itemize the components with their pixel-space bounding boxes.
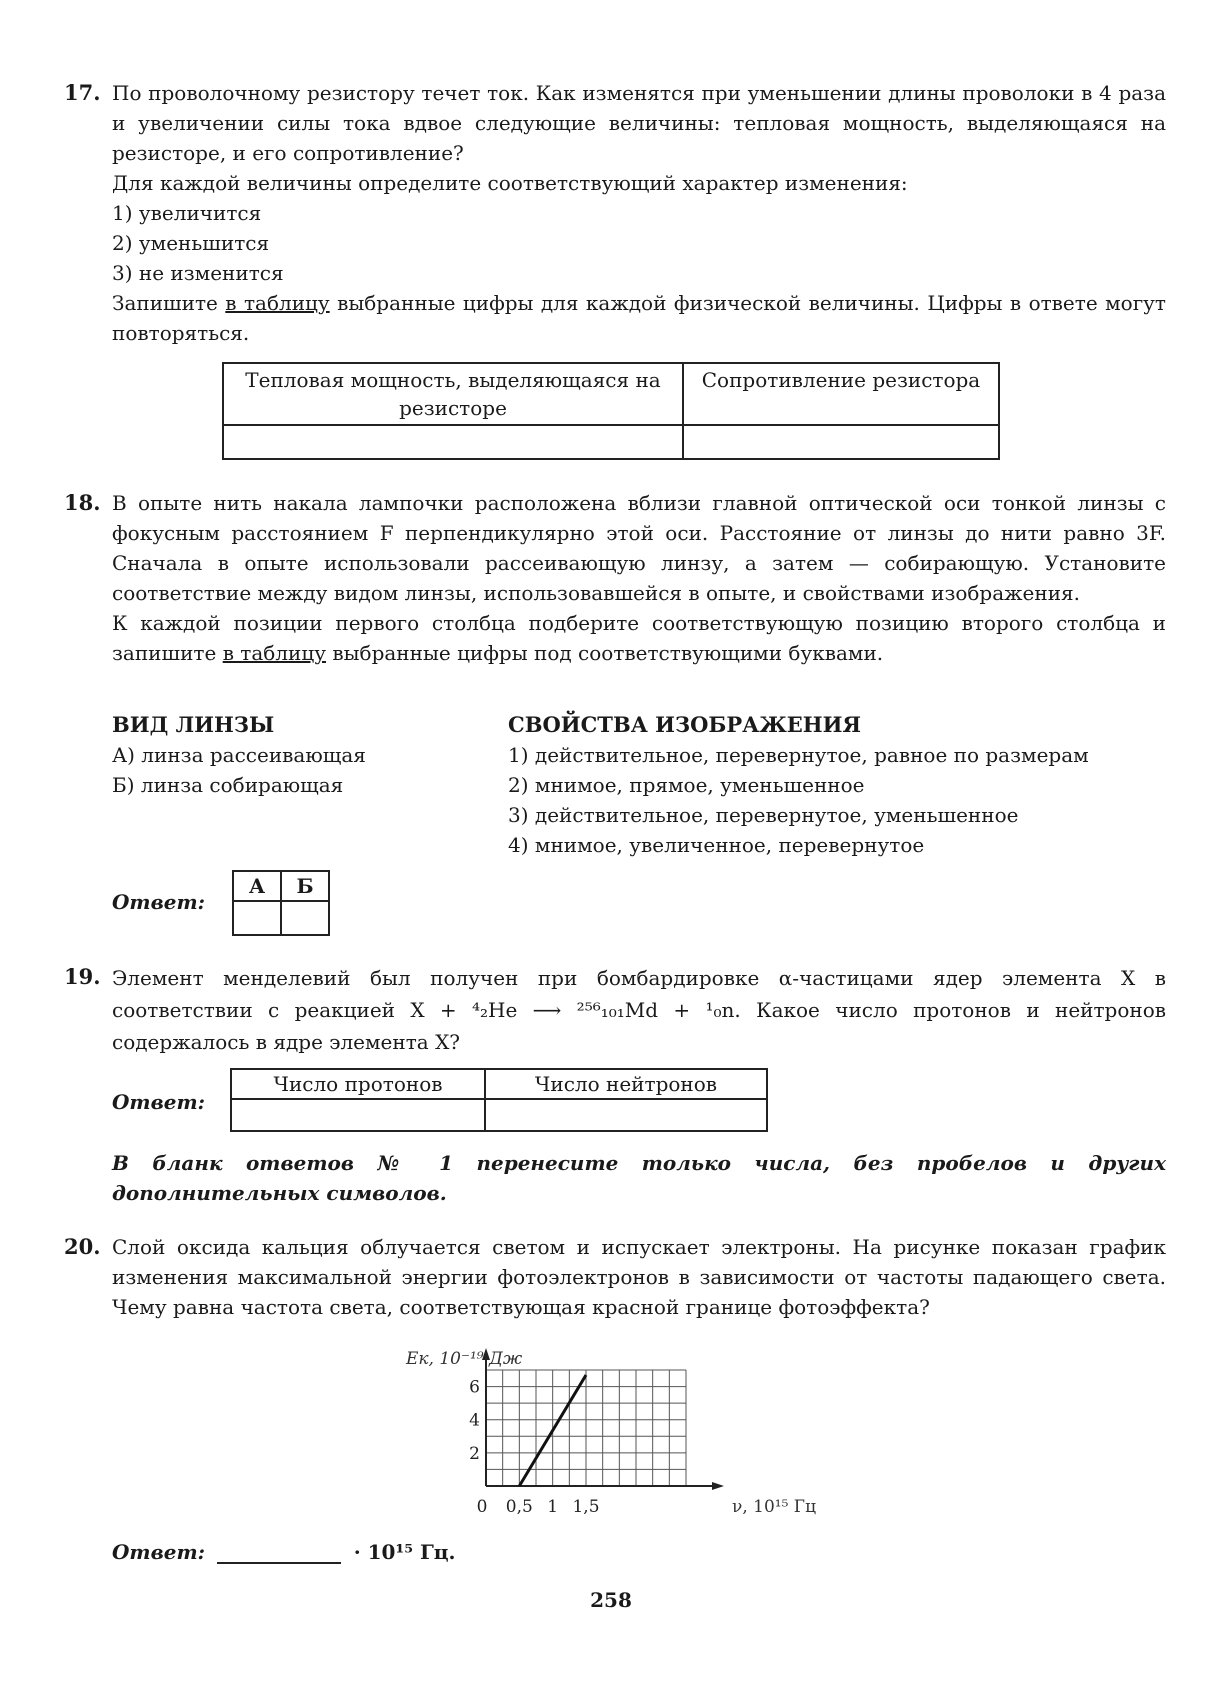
lens-type-header: ВИД ЛИНЗЫ [112, 712, 275, 737]
answer-header-b: Б [281, 871, 329, 901]
task-17-answer-cell[interactable] [223, 425, 683, 459]
image-property-item: 3) действительное, перевернутое, уменьшенное [508, 803, 1019, 827]
task-18-instruction-link: в таблицу [222, 641, 326, 665]
image-property-item: 4) мнимое, увеличенное, перевернутое [508, 833, 925, 857]
neutrons-answer-cell[interactable] [485, 1099, 767, 1131]
task-20-answer-unit: · 10¹⁵ Гц. [353, 1540, 456, 1564]
photoeffect-chart [400, 1340, 820, 1540]
task-20-answer-field[interactable] [217, 1540, 341, 1564]
lens-type-item: А) линза рассеивающая [112, 743, 366, 767]
image-properties-header: СВОЙСТВА ИЗОБРАЖЕНИЯ [508, 712, 861, 737]
task-18-answer-cell[interactable] [281, 901, 329, 935]
neutrons-header: Число нейтронов [485, 1069, 767, 1099]
task-17-option: 3) не изменится [112, 261, 284, 285]
task-20-answer-row [112, 1540, 456, 1564]
task-18-number: 18. [64, 490, 101, 515]
task-20-answer-label: Ответ: [112, 1540, 205, 1564]
task-17-record-before: Запишите [112, 291, 226, 315]
image-property-item: 1) действительное, перевернутое, равное по размерам [508, 743, 1089, 767]
nuclear-reaction: X + ⁴₂He ⟶ ²⁵⁶₁₀₁Md + ¹₀n [410, 998, 735, 1022]
task-19-number: 19. [64, 964, 101, 989]
answer-header-a: А [233, 871, 281, 901]
task-17-record-after: выбранные цифры для каждой физической величины. Цифры в ответе могут повторяться. [112, 291, 1166, 345]
task-18-answer-label: Ответ: [112, 890, 205, 914]
task-19-note: В бланк ответов № 1 перенесите только числа, без пробелов и других дополнительных символов. [112, 1151, 1166, 1205]
task-17-option: 1) увеличится [112, 201, 262, 225]
task-19-answer-label: Ответ: [112, 1090, 205, 1114]
x-axis-arrow [712, 1482, 724, 1490]
task-19-answer-table [230, 1068, 768, 1132]
task-19-text-after: . Какое число протонов и нейтронов содержалось в ядре элемента X? [112, 998, 1167, 1054]
task-17-text: По проволочному резистору течет ток. Как изменятся при уменьшении длины проволоки в 4 раза и увеличении силы тока вдвое следующие величины: тепловая мощность, выделяющаяся на резисторе, и его сопротивление? [112, 81, 1166, 165]
task-19-text [112, 962, 1166, 1058]
task-18-instruction-after: выбранные цифры под соответствующими буквами. [326, 641, 884, 665]
task-17-answer-cell[interactable] [683, 425, 999, 459]
task-17-number: 17. [64, 80, 101, 105]
task-18-instruction [112, 608, 1166, 668]
y-axis-label: Eк, 10⁻¹⁹ Дж [406, 1349, 523, 1369]
y-tick-label: 6 [469, 1377, 480, 1398]
task-17-record-link: в таблицу [225, 291, 330, 315]
y-tick-label: 4 [469, 1410, 480, 1431]
x-tick-label: 1,5 [572, 1497, 600, 1517]
image-properties-column [508, 710, 1168, 860]
task-17-options [112, 198, 1166, 288]
x-axis-label: ν, 10¹⁵ Гц [732, 1497, 816, 1517]
lens-type-column [112, 710, 492, 800]
x-tick-label: 0 [476, 1497, 488, 1517]
task-18-instruction-before: К каждой позиции первого столбца подберите соответствующую позицию второго столбца и запишите [112, 611, 1166, 665]
chart-grid [486, 1370, 686, 1486]
task-18-answer-table [232, 870, 330, 936]
task-17-header-power: Тепловая мощность, выделяющаяся на резисторе [223, 363, 683, 425]
y-tick-label: 2 [469, 1443, 480, 1464]
protons-answer-cell[interactable] [231, 1099, 485, 1131]
image-property-item: 2) мнимое, прямое, уменьшенное [508, 773, 865, 797]
task-20-number: 20. [64, 1234, 101, 1259]
x-tick-label: 1 [547, 1497, 559, 1517]
chart-ticks [469, 1378, 599, 1517]
task-20-text: Слой оксида кальция облучается светом и испускает электроны. На рисунке показан график изменения максимальной энергии фотоэлектронов в зависимости от частоты падающего света. Чему равна частота света, соответствующая красной границе фотоэффекта? [112, 1235, 1166, 1319]
task-17-answer-table [222, 362, 1000, 460]
task-19-text-before: Элемент менделевий был получен при бомбардировке α-частицами ядер элемента X в соответствии с реакцией [112, 966, 1166, 1022]
task-18-answer-cell[interactable] [233, 901, 281, 935]
task-17-instruction: Для каждой величины определите соответствующий характер изменения: [112, 171, 908, 195]
task-17-header-resistance: Сопротивление резистора [683, 363, 999, 425]
protons-header: Число протонов [231, 1069, 485, 1099]
page-number: 258 [590, 1588, 632, 1612]
x-tick-label: 0,5 [505, 1497, 533, 1517]
task-18-text: В опыте нить накала лампочки расположена вблизи главной оптической оси тонкой линзы с фокусным расстоянием F перпендикулярно этой оси. Расстояние от линзы до нити равно 3F. Сначала в опыте использовали рассеивающую линзу, а затем — собирающую. Установите соответствие между видом линзы, использовавшейся в опыте, и свойствами изображения. [112, 491, 1166, 605]
task-17-option: 2) уменьшится [112, 231, 270, 255]
task-17-record [112, 288, 1166, 348]
lens-type-item: Б) линза собирающая [112, 773, 344, 797]
